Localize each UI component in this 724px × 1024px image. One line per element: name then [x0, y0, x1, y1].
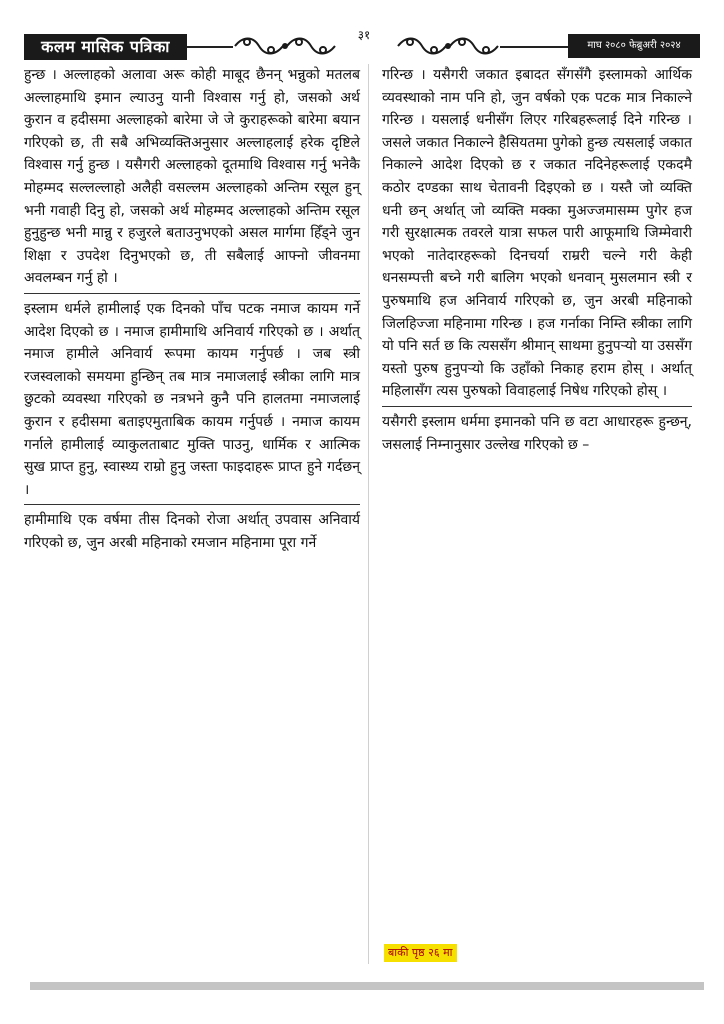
left-paragraph: हुन्छ । अल्लाहको अलावा अरू कोही माबूद छैनन् भन्नुको मतलब अल्लाहमाथि इमान ल्याउनु यानी विश्वास गर्नु हो, जसको अर्थ कुरान व हदीसमा अल्लाहको बारेमा जे जे कुराहरूको बारेमा बयान गरिएको छ, ती सबै अभिव्यक्तिअनुसार अल्लाहलाई हरेक दृष्टिले विश्वास गर्नु हुन्छ । यसैगरी अल्लाहको दूतमाथि विश्वास गर्नु भनेकै मोहम्मद सल्लल्लाहो अलैही वसल्लम अल्लाहको अन्तिम रसूल हुन् भनी गवाही दिनु हो, जसको अर्थ मोहम्मद अल्लाहको अन्तिम रसूल हुनुहुन्छ भनी मान्नु र हजुरले बताउनुभएको असल मार्गमा हिँड्ने जुन शिक्षा र उपदेश दिनुभएको छ, ती सबैलाई आफ्नो जीवनमा अवलम्बन गर्नु हो ।	[24, 67, 360, 287]
ornament-right-icon	[396, 33, 500, 59]
continuation-note: बाकी पृष्ठ २६ मा	[384, 944, 457, 962]
left-paragraph: इस्लाम धर्मले हामीलाई एक दिनको पाँच पटक नमाज कायम गर्ने आदेश दिएको छ । नमाज हामीमाथि अनिवार्य गरिएको छ । अर्थात् नमाज हामीले अनिवार्य रूपमा कायम गर्नुपर्छ । जब स्त्री रजस्वलाको समयमा हुन्छिन् तब मात्र नमाजलाई स्त्रीका लागि मात्र छुटको व्यवस्था गरिएको छ नत्रभने कुनै पनि हालतमा नमाजलाई कुरान र हदीसमा बताइएमुताबिक कायम गर्नुपर्छ । नमाज कायम गर्नाले हामीलाई व्याकुलताबाट मुक्ति पाउनु, धार्मिक र आत्मिक सुख प्राप्त हुनु, स्वास्थ्य राम्रो हुनु जस्ता फाइदाहरू प्राप्त हुने गर्दछन् ।	[24, 300, 360, 498]
right-paragraph: यसैगरी इस्लाम धर्ममा इमानको पनि छ वटा आधारहरू हुन्छन्, जसलाई निम्नानुसार उल्लेख गरिएको छ –	[382, 413, 692, 453]
column-divider	[368, 64, 369, 964]
page-header	[0, 0, 724, 62]
right-column	[382, 64, 692, 456]
magazine-title: कलम मासिक पत्रिका	[24, 34, 187, 60]
issue-date: माघ २०८० फेब्रुअरी २०२४	[568, 34, 700, 58]
paragraph-divider	[382, 406, 692, 407]
left-column	[24, 64, 360, 554]
header-rule-right	[500, 46, 568, 48]
header-rule-left	[187, 46, 233, 48]
right-paragraph: गरिन्छ । यसैगरी जकात इबादत सँगसँगै इस्लामको आर्थिक व्यवस्थाको नाम पनि हो, जुन वर्षको एक पटक मात्र निकाल्ने गरिन्छ । यसलाई धनीसँग लिएर गरिबहरूलाई दिने गरिन्छ । जसले जकात निकाल्ने हैसियतमा पुगेको हुन्छ त्यसलाई जकात निकाल्ने आदेश दिएको छ र जकात नदिनेहरूलाई एकदमै कठोर दण्डका साथ चेतावनी दिइएको छ । यस्तै जो व्यक्ति धनी छन् अर्थात् जो व्यक्ति मक्का मुअज्जमासम्म पुगेर हज गरी सुरक्षात्मक तवरले यात्रा सफल पारी आफूमाथि जिम्मेवारी भएको नातेदारहरूको दिनचर्या राम्ररी चल्ने गरी केही धनसम्पत्ती बच्ने गरी बालिग भएको धनवान् मुसलमान स्त्री र पुरुषमाथि हज अनिवार्य गरिएको छ, जुन अरबी महिनाको जिलहिज्जा महिनामा गरिन्छ । हज गर्नाका निम्ति स्त्रीका लागि यो पनि सर्त छ कि त्यससँग श्रीमान् साथमा हुनुपर्‍यो या उससँग यस्तो पुरुष हुनुपर्‍यो कि उहाँको निकाह हराम होस् । अर्थात् महिलासँग त्यस पुरुषको विवाहलाई निषेध गरिएको होस् ।	[382, 67, 692, 400]
paragraph-divider	[24, 293, 360, 294]
paragraph-divider	[24, 504, 360, 505]
left-paragraph: हामीमाथि एक वर्षमा तीस दिनको रोजा अर्थात् उपवास अनिवार्य गरिएको छ, जुन अरबी महिनाको रमजान महिनामा पूरा गर्ने	[24, 512, 360, 551]
footer-bar	[30, 982, 704, 990]
page-number: ३१	[357, 28, 371, 42]
ornament-left-icon	[233, 33, 337, 59]
